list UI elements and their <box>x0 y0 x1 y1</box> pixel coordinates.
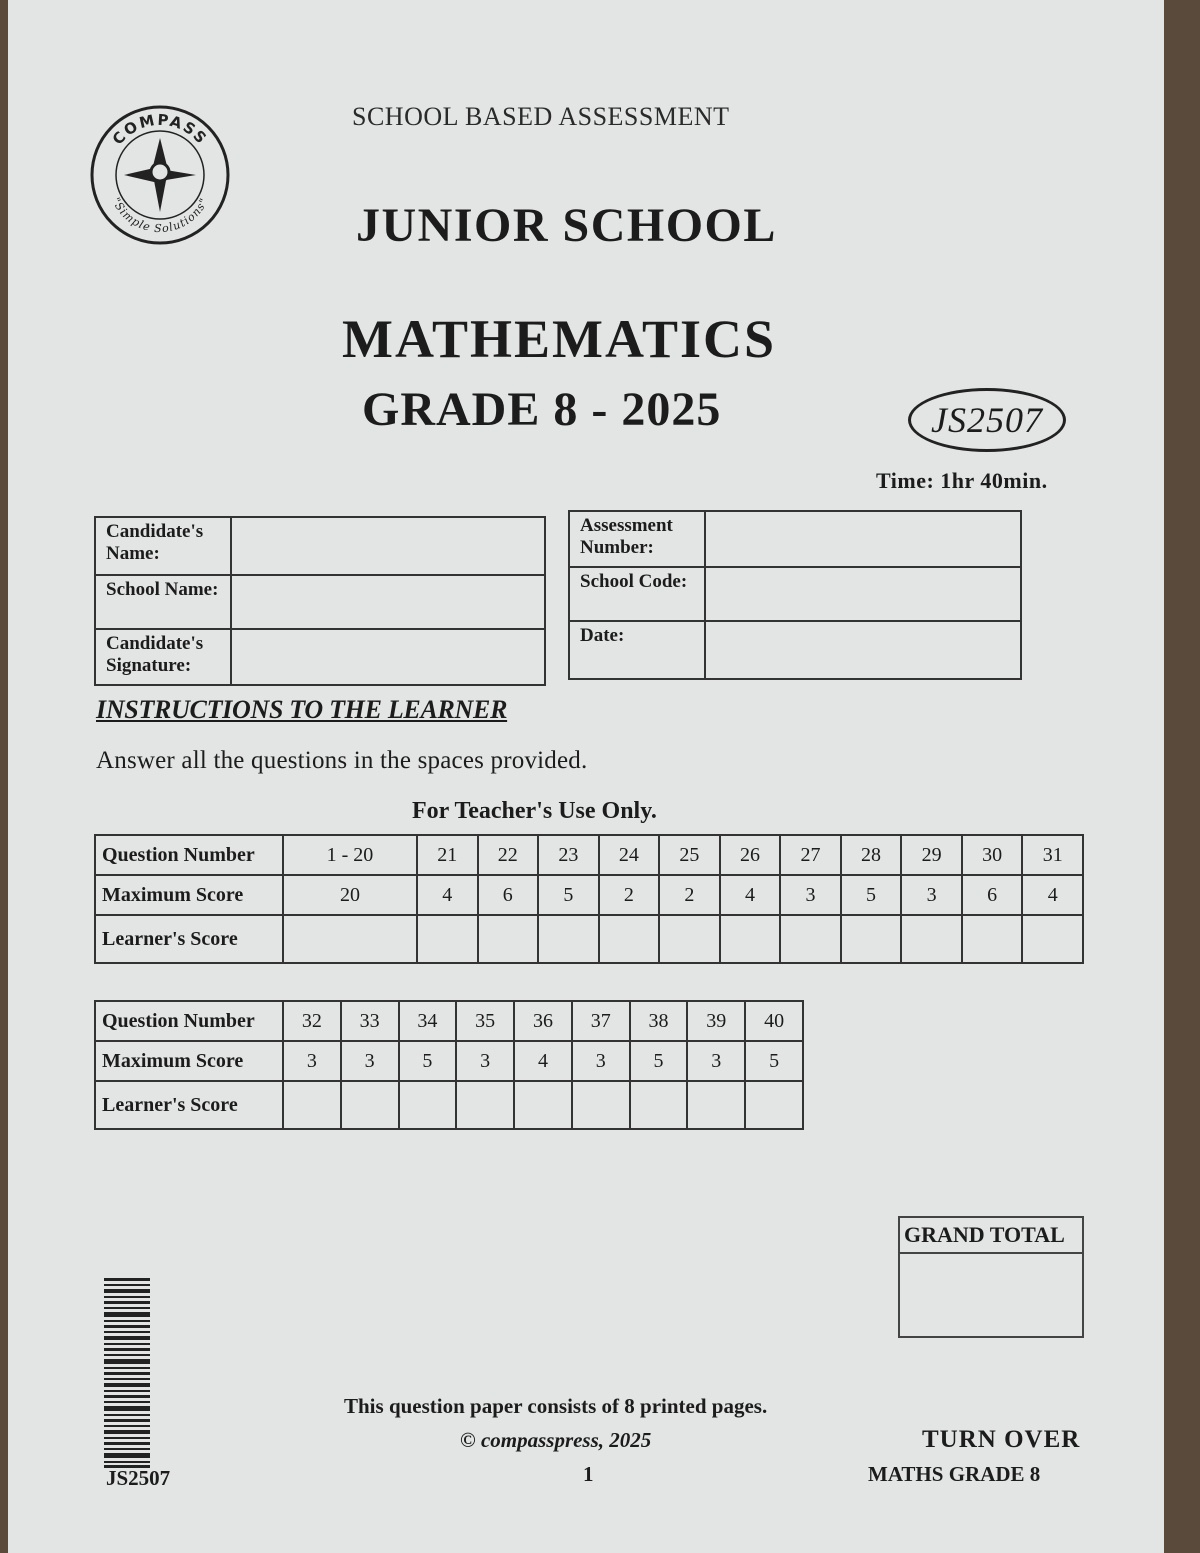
max-score-cell: 5 <box>745 1041 803 1081</box>
learner-score-cell[interactable] <box>780 915 841 963</box>
learner-score-cell[interactable] <box>283 1081 341 1129</box>
candidate-signature-label: Candidate's Signature: <box>95 629 231 685</box>
question-number-cell: 34 <box>399 1001 457 1041</box>
learner-score-cell[interactable] <box>1022 915 1083 963</box>
question-number-cell: 26 <box>720 835 781 875</box>
score-table-2 <box>94 1000 804 1130</box>
instructions-heading: INSTRUCTIONS TO THE LEARNER <box>96 695 508 724</box>
question-number-cell: 33 <box>341 1001 399 1041</box>
max-score-cell: 5 <box>630 1041 688 1081</box>
printed-pages-note: This question paper consists of 8 printed pages. <box>344 1394 768 1418</box>
question-number-cell: 24 <box>599 835 660 875</box>
question-number-cell: 39 <box>687 1001 745 1041</box>
candidate-signature-field[interactable] <box>231 629 545 685</box>
max-score-cell: 5 <box>841 875 902 915</box>
page-number: 1 <box>583 1462 594 1486</box>
learner-score-cell[interactable] <box>283 915 417 963</box>
compass-logo <box>88 100 232 250</box>
learner-score-cell[interactable] <box>341 1081 399 1129</box>
svg-text:COMPASS: COMPASS <box>108 110 212 149</box>
question-number-cell: 31 <box>1022 835 1083 875</box>
learner-score-label: Learner's Score <box>95 1081 283 1129</box>
instructions-text: Answer all the questions in the spaces provided. <box>96 747 588 774</box>
max-score-cell: 20 <box>283 875 417 915</box>
date-field[interactable] <box>705 621 1021 679</box>
max-score-cell: 2 <box>599 875 660 915</box>
candidate-name-field[interactable] <box>231 517 545 575</box>
question-number-label: Question Number <box>95 835 283 875</box>
question-number-cell: 29 <box>901 835 962 875</box>
max-score-cell: 5 <box>538 875 599 915</box>
question-number-cell: 21 <box>417 835 478 875</box>
max-score-cell: 6 <box>478 875 539 915</box>
assessment-type: SCHOOL BASED ASSESSMENT <box>352 102 730 131</box>
max-score-cell: 4 <box>720 875 781 915</box>
max-score-cell: 2 <box>659 875 720 915</box>
time-allowed: Time: 1hr 40min. <box>876 468 1048 493</box>
question-number-label: Question Number <box>95 1001 283 1041</box>
max-score-cell: 3 <box>456 1041 514 1081</box>
max-score-cell: 6 <box>962 875 1023 915</box>
question-number-cell: 37 <box>572 1001 630 1041</box>
learner-score-cell[interactable] <box>599 915 660 963</box>
max-score-cell: 3 <box>283 1041 341 1081</box>
school-name-label: School Name: <box>95 575 231 629</box>
assessment-number-field[interactable] <box>705 511 1021 567</box>
max-score-cell: 3 <box>572 1041 630 1081</box>
assessment-number-label: Assessment Number: <box>569 511 705 567</box>
grand-total-field[interactable] <box>899 1253 1083 1337</box>
learner-score-cell[interactable] <box>841 915 902 963</box>
learner-score-cell[interactable] <box>572 1081 630 1129</box>
grade-title: GRADE 8 - 2025 <box>362 383 722 436</box>
max-score-cell: 4 <box>1022 875 1083 915</box>
learner-score-cell[interactable] <box>514 1081 572 1129</box>
question-number-cell: 36 <box>514 1001 572 1041</box>
max-score-cell: 3 <box>687 1041 745 1081</box>
grand-total-box <box>898 1216 1084 1338</box>
learner-score-cell[interactable] <box>659 915 720 963</box>
learner-score-cell[interactable] <box>478 915 539 963</box>
exam-cover-page <box>8 0 1164 1553</box>
barcode-icon <box>104 1278 150 1468</box>
learner-score-cell[interactable] <box>456 1081 514 1129</box>
max-score-cell: 4 <box>514 1041 572 1081</box>
learner-score-cell[interactable] <box>901 915 962 963</box>
copyright: © compasspress, 2025 <box>460 1428 652 1452</box>
candidate-info-table-right <box>568 510 1022 680</box>
turn-over: TURN OVER <box>922 1426 1081 1453</box>
learner-score-cell[interactable] <box>687 1081 745 1129</box>
school-code-field[interactable] <box>705 567 1021 621</box>
barcode-code: JS2507 <box>106 1466 171 1490</box>
candidate-info-table-left <box>94 516 546 686</box>
svg-text:"Simple Solutions": "Simple Solutions" <box>109 195 211 236</box>
subject-title: MATHEMATICS <box>342 309 777 369</box>
learner-score-cell[interactable] <box>962 915 1023 963</box>
learner-score-cell[interactable] <box>745 1081 803 1129</box>
question-number-cell: 25 <box>659 835 720 875</box>
school-code-label: School Code: <box>569 567 705 621</box>
school-level-title: JUNIOR SCHOOL <box>356 199 777 252</box>
school-name-field[interactable] <box>231 575 545 629</box>
question-number-cell: 22 <box>478 835 539 875</box>
question-number-cell: 30 <box>962 835 1023 875</box>
max-score-cell: 4 <box>417 875 478 915</box>
max-score-cell: 3 <box>780 875 841 915</box>
question-number-cell: 32 <box>283 1001 341 1041</box>
question-number-cell: 35 <box>456 1001 514 1041</box>
max-score-cell: 3 <box>901 875 962 915</box>
learner-score-cell[interactable] <box>399 1081 457 1129</box>
question-number-cell: 1 - 20 <box>283 835 417 875</box>
learner-score-label: Learner's Score <box>95 915 283 963</box>
question-number-cell: 23 <box>538 835 599 875</box>
learner-score-cell[interactable] <box>720 915 781 963</box>
max-score-cell: 3 <box>341 1041 399 1081</box>
learner-score-cell[interactable] <box>417 915 478 963</box>
grand-total-label: GRAND TOTAL <box>899 1217 1083 1253</box>
learner-score-cell[interactable] <box>538 915 599 963</box>
question-number-cell: 27 <box>780 835 841 875</box>
date-label: Date: <box>569 621 705 679</box>
max-score-cell: 5 <box>399 1041 457 1081</box>
maximum-score-label: Maximum Score <box>95 875 283 915</box>
maximum-score-label: Maximum Score <box>95 1041 283 1081</box>
teacher-use-heading: For Teacher's Use Only. <box>412 798 657 824</box>
candidate-name-label: Candidate's Name: <box>95 517 231 575</box>
paper-code-badge: JS2507 <box>908 388 1066 452</box>
question-number-cell: 40 <box>745 1001 803 1041</box>
subject-grade-footer: MATHS GRADE 8 <box>868 1462 1041 1486</box>
question-number-cell: 28 <box>841 835 902 875</box>
score-table-1 <box>94 834 1084 964</box>
learner-score-cell[interactable] <box>630 1081 688 1129</box>
question-number-cell: 38 <box>630 1001 688 1041</box>
